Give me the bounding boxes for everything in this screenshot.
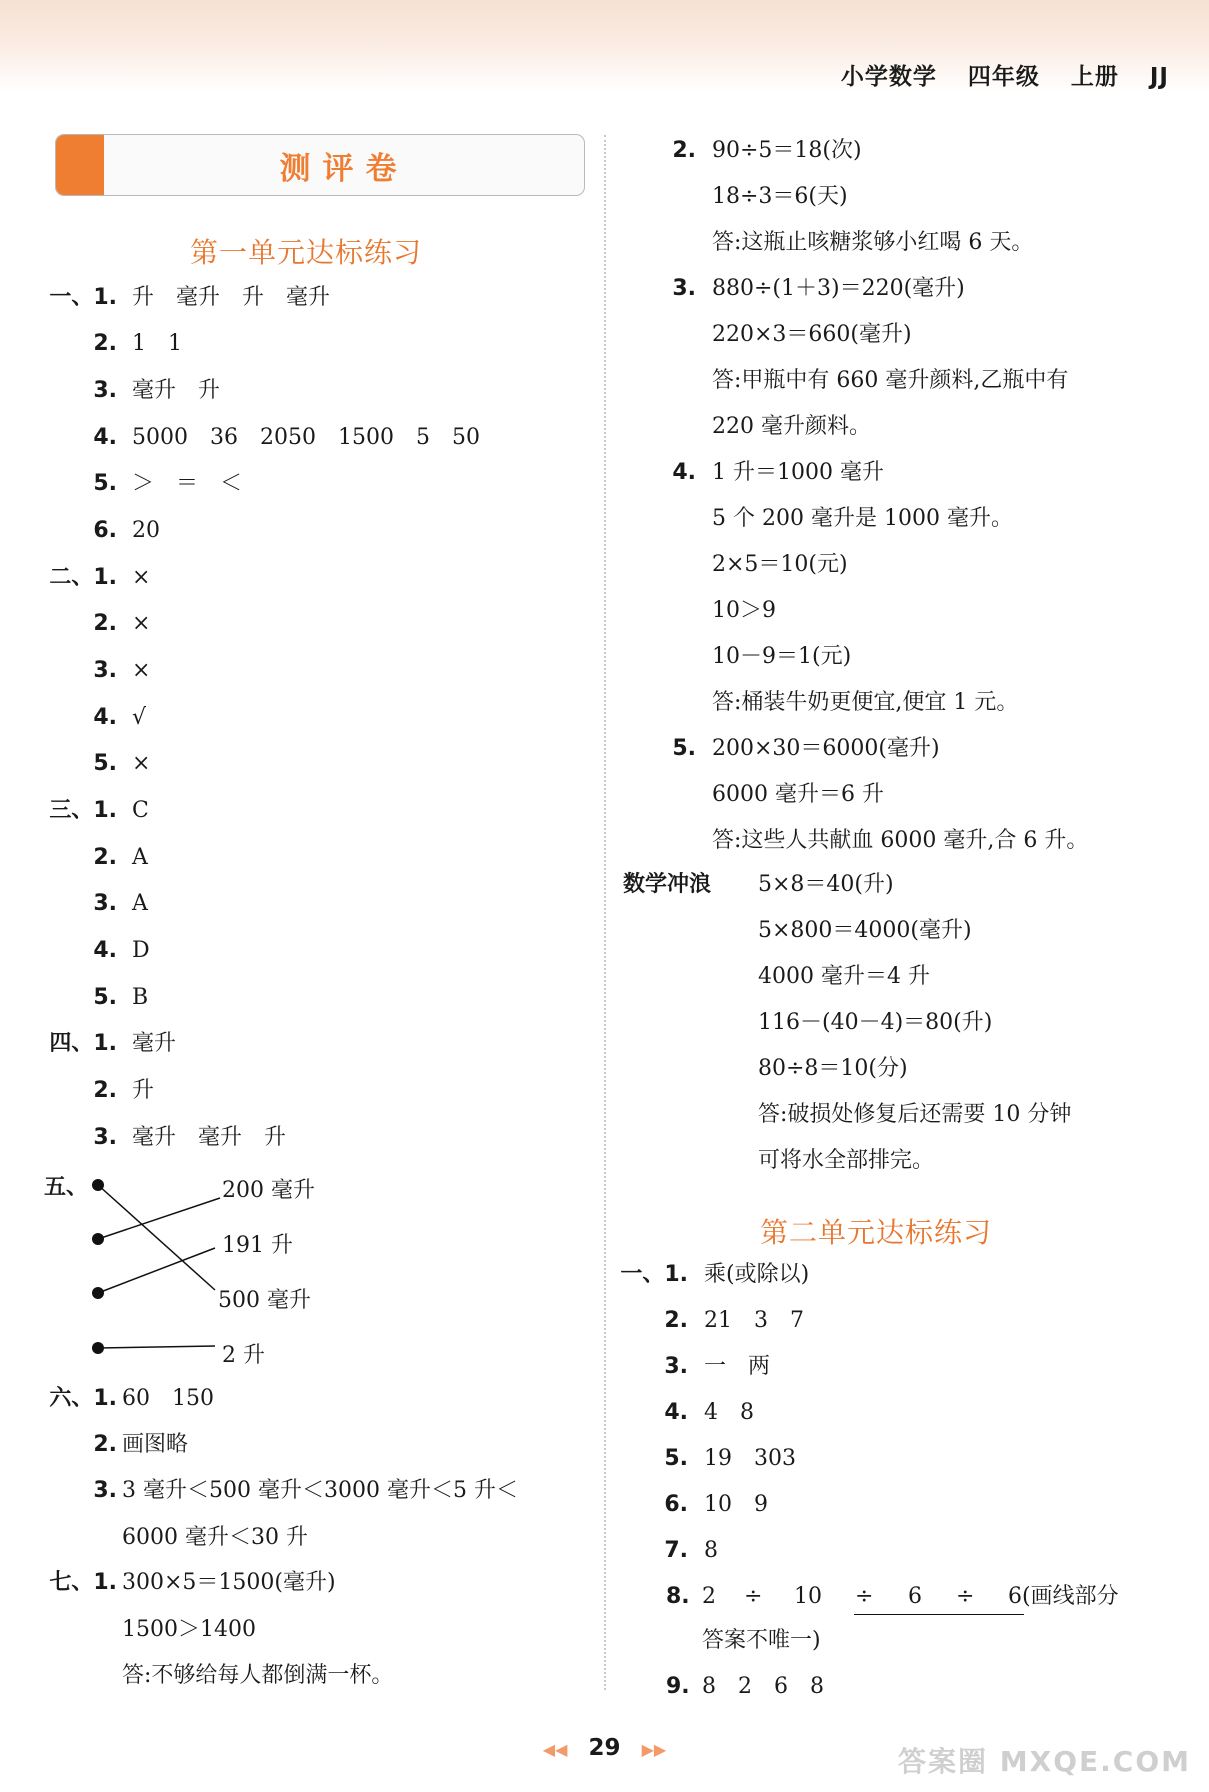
question-number: 2.: [93, 845, 117, 870]
answer-text: √: [132, 705, 147, 730]
q8-note: (画线部分: [1022, 1584, 1119, 1609]
question-number: 5.: [664, 1446, 688, 1471]
question-number: 2.: [664, 1308, 688, 1333]
answer-text: ×: [132, 658, 151, 683]
arrow-left-icon: ◀◀: [542, 1740, 568, 1759]
banner-tab: [56, 135, 104, 195]
question-number: 3.: [93, 378, 117, 403]
question-number: 4.: [93, 938, 117, 963]
grade: 四年级: [967, 64, 1040, 90]
banner-title: 测评卷: [279, 150, 409, 187]
answer-text: D: [132, 938, 150, 963]
answer-text: ＞ ＝ ＜: [132, 471, 243, 496]
question-number: 5.: [93, 985, 117, 1010]
match-label-4: 2 升: [222, 1343, 265, 1368]
match-label-2: 191 升: [222, 1233, 293, 1258]
answer-text: 8: [704, 1538, 718, 1563]
chonglang-line: 4000 毫升＝4 升: [758, 964, 930, 989]
question-number: 3.: [93, 658, 117, 683]
question-number: 一、1.: [49, 285, 117, 310]
q8-d: 6: [1008, 1584, 1022, 1609]
answer-text: 毫升: [132, 1031, 177, 1056]
matching-prefix: 五、: [44, 1175, 89, 1200]
match-label-1: 200 毫升: [222, 1178, 315, 1203]
answer-text: 答:甲瓶中有 660 毫升颜料,乙瓶中有: [712, 368, 1069, 393]
volume: 上册: [1070, 64, 1119, 90]
chonglang-line: 可将水全部排完。: [758, 1148, 935, 1173]
answer-text: 20: [132, 518, 160, 543]
question-number: 3.: [93, 891, 117, 916]
answer-text: 升: [132, 1078, 155, 1103]
question-number: 三、1.: [49, 798, 117, 823]
answer-text: 90÷5＝18(次): [712, 138, 862, 163]
answer-text: 3 毫升＜500 毫升＜3000 毫升＜5 升＜: [122, 1478, 518, 1503]
question-number: 6.: [664, 1492, 688, 1517]
answer-text: 1 升＝1000 毫升: [712, 460, 884, 485]
chonglang-line: 5×8＝40(升): [758, 872, 894, 897]
answer-text: 200×30＝6000(毫升): [712, 736, 940, 761]
question-number: 3.: [672, 276, 696, 301]
q8-op-3: ÷: [956, 1584, 975, 1609]
question-number: 2.: [93, 1432, 117, 1457]
q8-underline: [854, 1614, 1024, 1615]
answer-text: 5000 36 2050 1500 5 50: [132, 425, 480, 450]
chonglang-line: 116－(40－4)＝80(升): [758, 1010, 993, 1035]
q8-op-1: ÷: [744, 1584, 763, 1609]
answer-text: 1 1: [132, 331, 182, 356]
question-number: 4.: [93, 425, 117, 450]
question-number: 6.: [93, 518, 117, 543]
answer-text: 4 8: [704, 1400, 754, 1425]
question-number: 7.: [664, 1538, 688, 1563]
question-number: 4.: [93, 705, 117, 730]
answer-text: 答:不够给每人都倒满一杯。: [122, 1663, 394, 1688]
question-number: 5.: [672, 736, 696, 761]
match-line-2: [98, 1198, 220, 1239]
unit-2-title: 第二单元达标练习: [760, 1216, 993, 1249]
answer-text: 300×5＝1500(毫升): [122, 1570, 336, 1595]
match-line-1: [98, 1185, 215, 1290]
answer-text: 220×3＝660(毫升): [712, 322, 912, 347]
question-number: 2.: [93, 1078, 117, 1103]
q8-op-2: ÷: [855, 1584, 874, 1609]
unit-1-title: 第一单元达标练习: [190, 236, 423, 269]
answer-text: 10＞9: [712, 598, 776, 623]
question-number: 2.: [93, 611, 117, 636]
chonglang-line: 5×800＝4000(毫升): [758, 918, 972, 943]
answer-text: 升 毫升 升 毫升: [132, 285, 331, 310]
question-number: 2.: [93, 331, 117, 356]
answer-text: 6000 毫升＜30 升: [122, 1525, 308, 1550]
question-number: 3.: [93, 1125, 117, 1150]
answer-text: 18÷3＝6(天): [712, 184, 848, 209]
question-number: 四、1.: [49, 1031, 117, 1056]
question-number: 3.: [93, 1478, 117, 1503]
answer-text: 1500＞1400: [122, 1617, 256, 1642]
question-number: 六、1.: [49, 1386, 117, 1411]
answer-text: 2×5＝10(元): [712, 552, 848, 577]
column-divider: [604, 135, 606, 1690]
question-number: 5.: [93, 471, 117, 496]
chonglang-label: 数学冲浪: [623, 872, 712, 897]
answer-text: 毫升 毫升 升: [132, 1125, 287, 1150]
answer-text: 880÷(1＋3)＝220(毫升): [712, 276, 965, 301]
q8-number: 8.: [666, 1584, 690, 1609]
answer-text: 一 两: [704, 1354, 771, 1379]
answer-text: C: [132, 798, 149, 823]
chonglang-line: 答:破损处修复后还需要 10 分钟: [758, 1102, 1072, 1127]
q8-c: 6: [908, 1584, 922, 1609]
match-line-3: [98, 1248, 215, 1293]
q9-number: 9.: [666, 1674, 690, 1699]
answer-text: 画图略: [122, 1432, 189, 1457]
subject: 小学数学: [840, 64, 937, 90]
question-number: 2.: [672, 138, 696, 163]
answer-text: 答:桶装牛奶更便宜,便宜 1 元。: [712, 690, 1019, 715]
book-info: [819, 58, 1169, 91]
answer-text: A: [132, 891, 148, 916]
answer-text: 220 毫升颜料。: [712, 414, 871, 439]
q8-b: 10: [794, 1584, 822, 1609]
answer-text: ×: [132, 611, 151, 636]
answer-text: 毫升 升: [132, 378, 221, 403]
answer-text: ×: [132, 565, 151, 590]
question-number: 4.: [672, 460, 696, 485]
answer-text: 19 303: [704, 1446, 796, 1471]
watermark: 答案圈 MXQE.COM: [898, 1745, 1191, 1778]
match-label-3: 500 毫升: [218, 1288, 311, 1313]
answer-text: 60 150: [122, 1386, 214, 1411]
answer-text: ×: [132, 751, 151, 776]
answer-text: 21 3 7: [704, 1308, 804, 1333]
chonglang-line: 80÷8＝10(分): [758, 1056, 908, 1081]
edition: JJ: [1149, 64, 1169, 90]
answer-text: 6000 毫升＝6 升: [712, 782, 884, 807]
section-banner: [55, 134, 585, 196]
question-number: 七、1.: [49, 1570, 117, 1595]
answer-text: 答:这瓶止咳糖浆够小红喝 6 天。: [712, 230, 1034, 255]
q8-a: 2: [702, 1584, 716, 1609]
match-line-4: [98, 1346, 215, 1348]
answer-text: 10－9＝1(元): [712, 644, 852, 669]
page-number: 29: [588, 1735, 621, 1761]
q9-answer: 8 2 6 8: [702, 1674, 824, 1699]
question-number: 3.: [664, 1354, 688, 1379]
arrow-right-icon: ▶▶: [641, 1740, 667, 1759]
q8-note-2: 答案不唯一): [702, 1628, 821, 1653]
answer-text: 答:这些人共献血 6000 毫升,合 6 升。: [712, 828, 1089, 853]
answer-text: A: [132, 845, 148, 870]
question-number: 一、1.: [620, 1262, 688, 1287]
question-number: 4.: [664, 1400, 688, 1425]
question-number: 二、1.: [49, 565, 117, 590]
answer-text: 乘(或除以): [704, 1262, 810, 1287]
answer-text: B: [132, 985, 149, 1010]
question-number: 5.: [93, 751, 117, 776]
answer-text: 10 9: [704, 1492, 768, 1517]
answer-text: 5 个 200 毫升是 1000 毫升。: [712, 506, 1013, 531]
